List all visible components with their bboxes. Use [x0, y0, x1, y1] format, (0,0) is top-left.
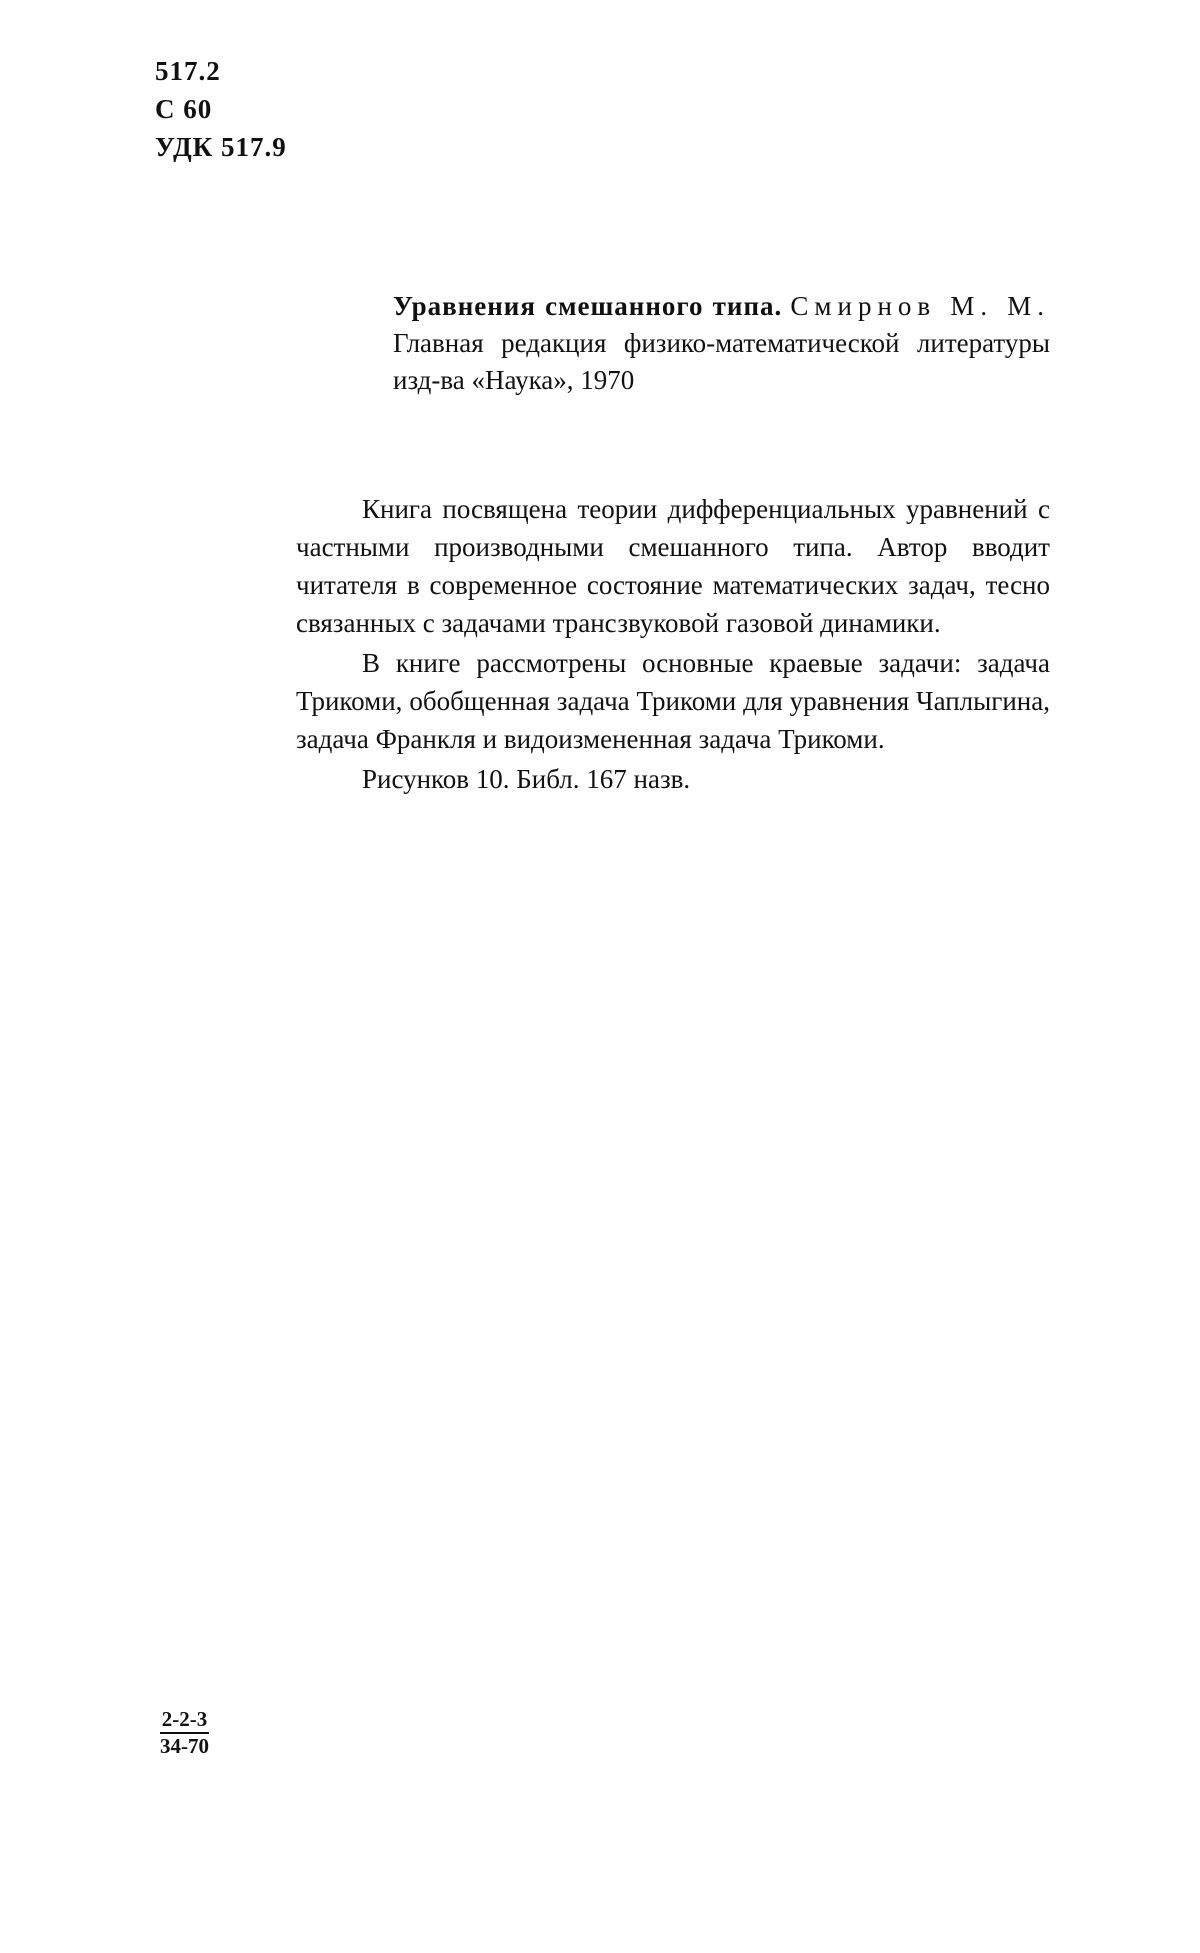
publication-code [160, 1708, 209, 1758]
annotation [296, 490, 1050, 800]
annotation-paragraph: Книга посвящена теории дифференциальных уравнений с частными производными смешанного типа. Автор вводит читателя в современное состояние математических задач, тесно связанных с задачами трансзвуковой газовой динамики. [296, 494, 1050, 638]
annotation-counts: Рисунков 10. Библ. 167 назв. [362, 764, 691, 794]
code-denominator: 34-70 [160, 1734, 209, 1758]
book-title: Уравнения смешанного типа. [393, 291, 783, 321]
publisher: Главная редакция физико-математической литературы изд-ва «Наука», [393, 328, 1050, 395]
bibliographic-record [393, 288, 1050, 399]
classification-block [155, 52, 287, 166]
book-author: Смирнов М. М. [790, 291, 1050, 321]
annotation-paragraph: В книге рассмотрены основные краевые задачи: задача Трикоми, обобщенная задача Трикоми для уравнения Чаплыгина, задача Франкля и видоизмененная задача Трикоми. [296, 648, 1050, 754]
udk-index: УДК 517.9 [155, 132, 287, 162]
bbk-index: 517.2 [155, 56, 221, 86]
author-mark: С 60 [155, 94, 213, 124]
publication-year: 1970 [580, 365, 635, 395]
code-numerator: 2-2-3 [160, 1708, 209, 1734]
